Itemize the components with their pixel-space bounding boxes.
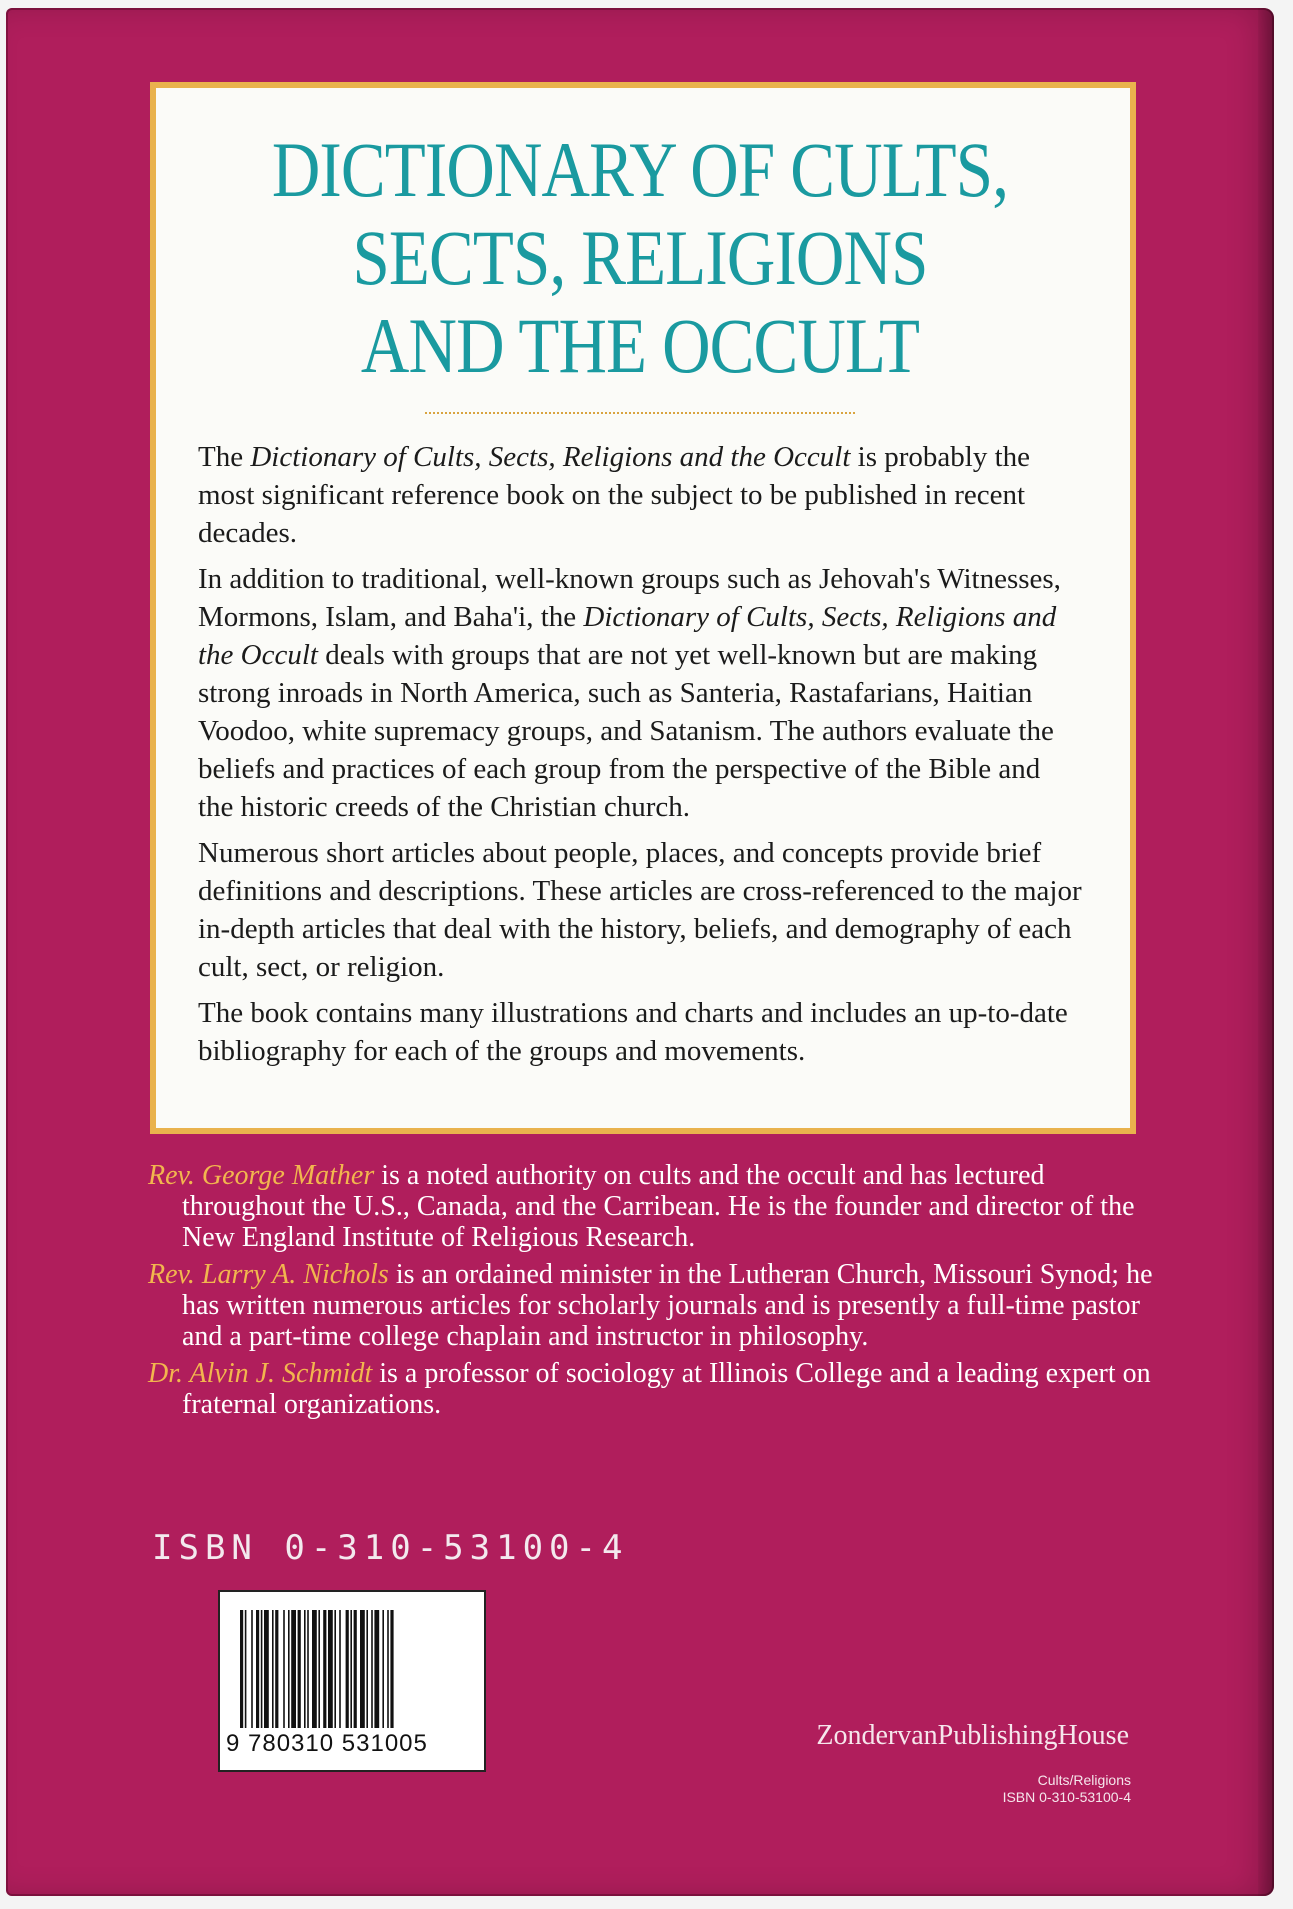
barcode-bars [240, 1610, 464, 1728]
barcode-bar [312, 1610, 317, 1728]
p1-text-end: is probably the most significant reference book on the subject to be published in recent decades. [198, 441, 1031, 549]
barcode-bar [298, 1610, 301, 1728]
isbn-text: ISBN 0-310-53100-4 [152, 1528, 629, 1568]
author-bio-mather [148, 1160, 1168, 1253]
barcode-bar [261, 1610, 263, 1728]
barcode-bar [240, 1610, 243, 1728]
barcode-bar [350, 1610, 352, 1728]
barcode-bar [283, 1610, 285, 1728]
barcode-bar [360, 1610, 365, 1728]
barcode-bar [275, 1610, 278, 1728]
title-line-2: SECTS, RELIGIONS [352, 214, 928, 301]
author-bio-text: is a noted authority on cults and the occult and has lectured throughout the U.S., Canada, and the Carribean. He is the founder and director of the New England Institute of Religious Research. [182, 1160, 1135, 1253]
author-bios [148, 1160, 1168, 1426]
barcode-bar [256, 1610, 259, 1728]
barcode-bar [366, 1610, 368, 1728]
author-bio-schmidt [148, 1358, 1168, 1420]
barcode-bar [382, 1610, 384, 1728]
barcode [218, 1590, 486, 1772]
cover-edge [1258, 8, 1274, 1896]
description-paragraph-4: The book contains many illustrations and charts and includes an up-to-date bibliography for each of the groups and movements. [198, 997, 1068, 1067]
author-name: Rev. Larry A. Nichols [148, 1259, 389, 1290]
author-name: Dr. Alvin J. Schmidt [148, 1358, 373, 1389]
barcode-bar [323, 1610, 326, 1728]
description-panel [150, 82, 1136, 1134]
barcode-bar [387, 1610, 389, 1728]
barcode-bar [339, 1610, 341, 1728]
p2-text-end: deals with groups that are not yet well-known but are making strong inroads in North America, such as Santeria, Rastafarians, Haitian Voodoo, white supremacy groups, and Satanism. The authors evaluate the beliefs and practices of each group from the perspective of the Bible and the historic creeds of the Christian church. [198, 639, 1054, 823]
description-panel-inner [156, 88, 1130, 1128]
publisher-name: ZondervanPublishingHouse [816, 1720, 1129, 1751]
book-title [260, 126, 1020, 390]
isbn-small: ISBN 0-310-53100-4 [1002, 1789, 1131, 1805]
barcode-bar [334, 1610, 336, 1728]
category-label: Cults/Religions [1037, 1772, 1131, 1788]
barcode-number: 9 780310 531005 [226, 1730, 428, 1757]
title-line-1: DICTIONARY OF CULTS, [271, 126, 1009, 213]
p2-text-start: In addition to traditional, well-known groups such as Jehovah's Witnesses, Mormons, Islam, and Baha'i, the [198, 563, 1061, 633]
author-bio-text: is a professor of sociology at Illinois College and a leading expert on fraternal organizations. [182, 1358, 1151, 1420]
barcode-bar [318, 1610, 320, 1728]
barcode-bar [245, 1610, 247, 1728]
barcode-bar [346, 1610, 349, 1728]
p1-text-start: The [198, 441, 251, 473]
title-line-3: AND THE OCCULT [360, 302, 920, 389]
barcode-bar [251, 1610, 253, 1728]
barcode-bar [374, 1610, 379, 1728]
description-paragraph-1 [198, 438, 1082, 552]
p1-book-title: Dictionary of Cults, Sects, Religions and the Occult [250, 441, 851, 473]
description-text [198, 438, 1082, 1070]
barcode-bar [272, 1610, 274, 1728]
barcode-bar [328, 1610, 333, 1728]
author-bio-text: is an ordained minister in the Lutheran Church, Missouri Synod; he has written numerous articles for scholarly journals and is presently a full-time pastor and a part-time college chaplain and instructor in philosophy. [182, 1259, 1153, 1352]
barcode-bar [390, 1610, 393, 1728]
barcode-bar [354, 1610, 357, 1728]
title-divider [425, 412, 855, 414]
barcode-bar [307, 1610, 309, 1728]
author-name: Rev. George Mather [148, 1160, 375, 1191]
barcode-bar [371, 1610, 373, 1728]
p2-book-title: Dictionary of Cults, Sects, Religions and the Occult [198, 601, 1057, 671]
barcode-bar [288, 1610, 290, 1728]
description-paragraph-2 [198, 560, 1082, 826]
author-bio-nichols [148, 1259, 1168, 1352]
barcode-bar [304, 1610, 306, 1728]
barcode-bar [291, 1610, 296, 1728]
barcode-bar [264, 1610, 269, 1728]
category-block [1003, 1772, 1131, 1806]
description-paragraph-3: Numerous short articles about people, places, and concepts provide brief definitions and descriptions. These articles are cross-referenced to the major in-depth articles that deal with the history, beliefs, and demography of each cult, sect, or religion. [198, 837, 1082, 983]
